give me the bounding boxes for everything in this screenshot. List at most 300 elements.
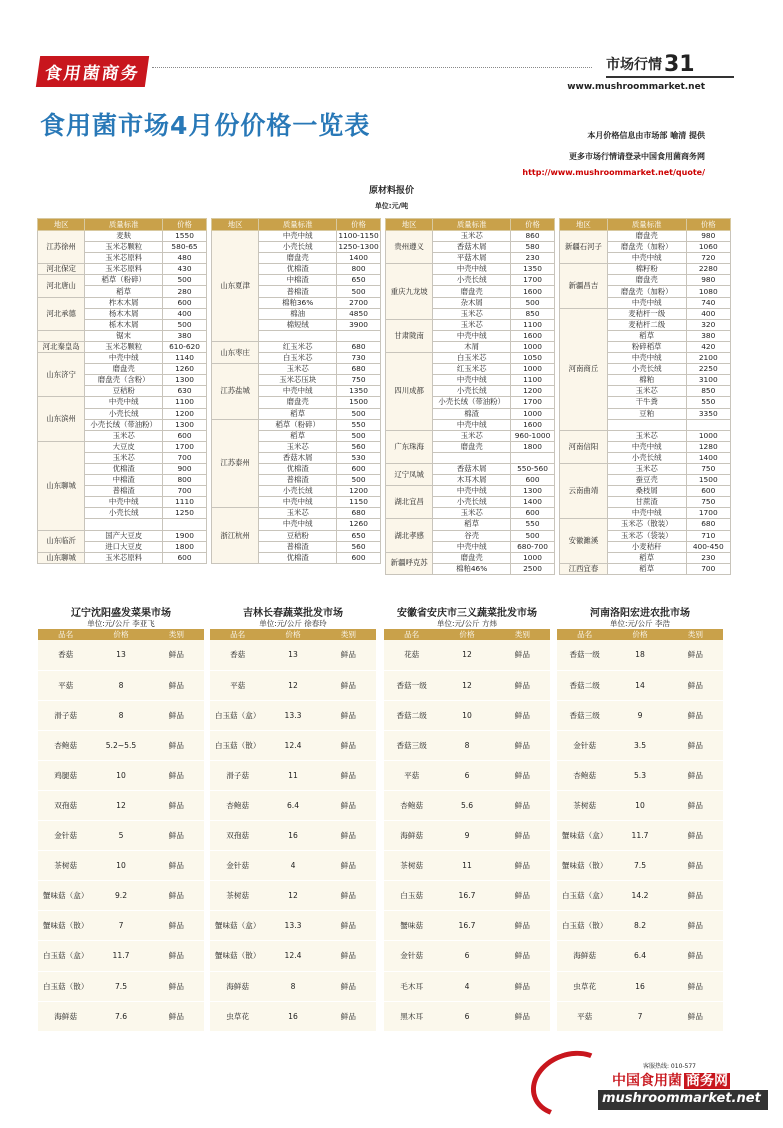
price-cell: 600 (511, 508, 555, 519)
product-cell: 虫草花 (210, 1001, 265, 1031)
grade-cell: 白玉米芯 (433, 353, 511, 364)
product-cell: 茶树菇 (384, 851, 439, 881)
region-cell: 山东济宁 (38, 353, 85, 397)
region-cell: 新疆石河子 (560, 231, 608, 264)
price-cell: 2700 (337, 297, 381, 308)
category-cell: 鲜品 (495, 700, 550, 730)
price-cell: 500 (163, 275, 207, 286)
product-cell: 香菇 (38, 640, 93, 670)
market-row (210, 730, 376, 760)
raw-header-cell: 地区 (560, 219, 608, 231)
grade-cell (85, 519, 163, 530)
price-cell: 13 (265, 640, 320, 670)
price-cell: 550 (511, 519, 555, 530)
market-row (384, 881, 550, 911)
grade-cell: 中壳中绒 (607, 353, 686, 364)
price-cell: 740 (686, 297, 730, 308)
price-cell: 1700 (511, 397, 555, 408)
product-cell: 蟹味菇（散） (38, 911, 93, 941)
grade-cell: 稻草（粉碎） (85, 275, 163, 286)
price-cell: 500 (337, 286, 381, 297)
price-cell: 720 (686, 253, 730, 264)
product-cell: 金针菇 (38, 821, 93, 851)
price-cell: 4850 (337, 308, 381, 319)
price-cell: 400 (686, 308, 730, 319)
price-cell: 380 (686, 330, 730, 341)
region-cell: 山东枣庄 (212, 341, 259, 363)
market-row (384, 821, 550, 851)
price-cell: 16 (265, 1001, 320, 1031)
price-cell: 11.7 (93, 941, 148, 971)
price-cell: 2250 (686, 364, 730, 375)
grade-cell (259, 330, 337, 341)
region-cell: 江苏盐城 (212, 364, 259, 419)
raw-unit: 单位:元/吨 (374, 202, 409, 210)
grade-cell: 中壳中绒 (433, 375, 511, 386)
region-cell: 山东临沂 (38, 530, 85, 552)
grade-cell: 磨盘壳 (607, 275, 686, 286)
raw-row (212, 364, 381, 375)
price-cell: 1140 (163, 353, 207, 364)
price-cell: 16 (612, 971, 667, 1001)
raw-header-cell: 价格 (337, 219, 381, 231)
price-cell: 420 (686, 341, 730, 352)
grade-cell: 玉米芯 (259, 508, 337, 519)
category-cell: 鲜品 (495, 790, 550, 820)
raw-row (38, 552, 207, 563)
grade-cell: 甘蔗渣 (607, 497, 686, 508)
price-cell (686, 419, 730, 430)
price-cell: 1200 (337, 486, 381, 497)
price-cell (163, 519, 207, 530)
price-cell: 9.2 (93, 881, 148, 911)
price-cell: 3100 (686, 375, 730, 386)
grade-cell: 磨盘壳 (433, 552, 511, 563)
market-row (210, 851, 376, 881)
market-row (384, 971, 550, 1001)
product-cell: 虫草花 (557, 971, 612, 1001)
price-cell: 8 (265, 971, 320, 1001)
price-cell: 1350 (337, 386, 381, 397)
region-cell: 安徽濉溪 (560, 519, 608, 563)
grade-cell: 棉粕 (607, 375, 686, 386)
price-cell: 2100 (686, 353, 730, 364)
price-cell: 600 (337, 463, 381, 474)
price-cell: 1500 (686, 475, 730, 486)
price-cell: 5 (93, 821, 148, 851)
product-cell: 蟹味菇 (384, 911, 439, 941)
grade-cell: 大豆皮 (85, 441, 163, 452)
grade-cell (433, 452, 511, 463)
category-cell: 鲜品 (668, 851, 723, 881)
market-unit: 单位:元/公斤 李浩 (610, 619, 670, 628)
price-cell: 12 (93, 790, 148, 820)
region-cell: 新疆呼克苏 (386, 552, 433, 574)
market-row (557, 790, 723, 820)
price-cell: 7 (612, 1001, 667, 1031)
category-cell: 鲜品 (668, 881, 723, 911)
price-cell: 680 (337, 364, 381, 375)
price-cell: 9 (612, 700, 667, 730)
market-row (384, 760, 550, 790)
grade-cell: 进口大豆皮 (85, 541, 163, 552)
grade-cell: 中壳中绒 (607, 441, 686, 452)
price-cell: 1700 (686, 508, 730, 519)
grade-cell: 玉米芯 (433, 231, 511, 242)
market-name: 安徽省安庆市三义蔬菜批发市场 (397, 608, 537, 619)
price-cell: 3900 (337, 319, 381, 330)
raw-header-row (386, 219, 555, 231)
price-cell: 480 (163, 253, 207, 264)
grade-cell: 玉米芯颗粒 (85, 341, 163, 352)
market-row (384, 730, 550, 760)
market-block (210, 604, 376, 1032)
price-cell: 500 (163, 319, 207, 330)
market-name: 吉林长春蔬菜批发市场 (243, 608, 343, 619)
region-cell: 新疆昌吉 (560, 264, 608, 308)
grade-cell: 麦秸杆二级 (607, 319, 686, 330)
category-cell: 鲜品 (321, 971, 376, 1001)
region-cell: 甘肃陇南 (386, 319, 433, 352)
product-cell: 白玉菇（盒） (557, 881, 612, 911)
raw-row (386, 231, 555, 242)
region-cell: 河南信阳 (560, 430, 608, 463)
category-cell: 鲜品 (321, 1001, 376, 1031)
market-row (384, 911, 550, 941)
grade-cell: 中壳中绒 (85, 353, 163, 364)
raw-row (560, 430, 731, 441)
product-cell: 金针菇 (557, 730, 612, 760)
price-cell: 700 (686, 563, 730, 574)
price-cell: 980 (686, 231, 730, 242)
price-cell: 700 (163, 452, 207, 463)
market-row (210, 640, 376, 670)
price-cell: 750 (686, 497, 730, 508)
price-cell: 1550 (163, 231, 207, 242)
grade-cell: 蚕豆壳 (607, 475, 686, 486)
price-cell: 650 (337, 275, 381, 286)
market-row (38, 941, 204, 971)
region-cell (38, 330, 85, 341)
market-table (210, 629, 376, 1032)
price-cell: 1050 (511, 353, 555, 364)
price-cell: 12 (439, 670, 494, 700)
category-cell: 鲜品 (321, 881, 376, 911)
region-cell: 云南曲靖 (560, 463, 608, 518)
grade-cell: 中壳中绒 (259, 386, 337, 397)
price-cell: 5.3 (612, 760, 667, 790)
grade-cell: 锯末 (85, 330, 163, 341)
raw-header-cell: 地区 (38, 219, 85, 231)
raw-header-cell: 价格 (511, 219, 555, 231)
price-cell: 500 (337, 475, 381, 486)
category-cell: 鲜品 (149, 760, 204, 790)
price-cell: 1280 (686, 441, 730, 452)
region-cell: 湖北宜昌 (386, 486, 433, 519)
product-cell: 杏鲍菇 (384, 790, 439, 820)
grade-cell: 小壳长绒 (433, 386, 511, 397)
grade-cell: 豆秸粉 (259, 530, 337, 541)
raw-header-row (38, 219, 207, 231)
grade-cell: 稻草（粉碎） (259, 419, 337, 430)
grade-cell: 柞木木屑 (85, 297, 163, 308)
market-name: 辽宁沈阳盛发菜果市场 (71, 608, 171, 619)
grade-cell: 香菇木屑 (259, 452, 337, 463)
product-cell: 滑子菇 (38, 700, 93, 730)
market-header-cell: 价格 (612, 629, 667, 640)
price-cell: 11 (265, 760, 320, 790)
price-cell: 4 (439, 971, 494, 1001)
price-cell: 550 (686, 397, 730, 408)
market-row (384, 670, 550, 700)
grade-cell: 玉米芯 (433, 430, 511, 441)
price-cell: 10 (93, 851, 148, 881)
product-cell: 平菇 (210, 670, 265, 700)
price-cell: 8 (439, 730, 494, 760)
price-cell: 12.4 (265, 730, 320, 760)
category-cell: 鲜品 (495, 670, 550, 700)
raw-header-cell: 质量标准 (85, 219, 163, 231)
category-cell: 鲜品 (321, 911, 376, 941)
market-block (38, 604, 204, 1032)
market-row (210, 700, 376, 730)
price-cell: 10 (612, 790, 667, 820)
price-cell: 630 (163, 386, 207, 397)
grade-cell: 小壳长绒 (85, 508, 163, 519)
grade-cell: 小壳长绒 (607, 452, 686, 463)
price-cell: 14 (612, 670, 667, 700)
grade-cell: 棉粕46% (433, 563, 511, 574)
category-cell: 鲜品 (495, 911, 550, 941)
market-row (210, 1001, 376, 1031)
price-cell: 3.5 (612, 730, 667, 760)
product-cell: 香菇一级 (557, 640, 612, 670)
price-cell: 1400 (337, 253, 381, 264)
price-cell: 7.5 (93, 971, 148, 1001)
grade-cell: 稻草 (259, 408, 337, 419)
raw-row (38, 264, 207, 275)
price-cell: 8.2 (612, 911, 667, 941)
grade-cell: 玉米芯原料 (85, 264, 163, 275)
price-cell: 1600 (511, 330, 555, 341)
grade-cell: 小壳长绒（带油粉） (433, 397, 511, 408)
product-cell: 双孢菇 (38, 790, 93, 820)
market-row (210, 911, 376, 941)
grade-cell: 玉米芯颗粒 (85, 242, 163, 253)
price-cell: 1150 (337, 497, 381, 508)
raw-header-cell: 地区 (212, 219, 259, 231)
price-cell: 980 (686, 275, 730, 286)
grade-cell: 优棉渣 (259, 552, 337, 563)
region-cell: 河北秦皇岛 (38, 341, 85, 352)
brand-cn-text: 中国食用菌 (612, 1073, 682, 1089)
price-cell: 12 (265, 670, 320, 700)
market-table (384, 629, 550, 1032)
grade-cell (607, 419, 686, 430)
market-header-cell: 品名 (384, 629, 439, 640)
raw-row (38, 397, 207, 408)
raw-header-row (560, 219, 731, 231)
market-row (384, 941, 550, 971)
price-cell: 12 (265, 881, 320, 911)
raw-row (38, 530, 207, 541)
price-cell: 230 (686, 552, 730, 563)
market-header-cell: 品名 (557, 629, 612, 640)
product-cell: 香菇二级 (557, 670, 612, 700)
price-cell: 16.7 (439, 881, 494, 911)
price-cell: 710 (686, 530, 730, 541)
category-cell: 鲜品 (668, 730, 723, 760)
grade-cell: 中壳中绒 (433, 486, 511, 497)
raw-header-cell: 质量标准 (259, 219, 337, 231)
price-cell: 10 (439, 700, 494, 730)
price-cell: 1000 (686, 430, 730, 441)
grade-cell: 玉米芯 (607, 386, 686, 397)
grade-cell: 中壳中绒 (259, 519, 337, 530)
grade-cell: 麦秸杆一级 (607, 308, 686, 319)
category-cell: 鲜品 (495, 1001, 550, 1031)
price-cell: 750 (686, 463, 730, 474)
price-cell: 2500 (511, 563, 555, 574)
price-cell: 7 (93, 911, 148, 941)
grade-cell: 栎木木屑 (85, 319, 163, 330)
raw-row (560, 231, 731, 242)
market-header-cell: 品名 (210, 629, 265, 640)
price-cell: 1250 (163, 508, 207, 519)
category-cell: 鲜品 (668, 790, 723, 820)
raw-row (212, 419, 381, 430)
market-header-cell: 价格 (93, 629, 148, 640)
market-row (210, 760, 376, 790)
price-cell: 1350 (511, 264, 555, 275)
market-header-row (38, 629, 204, 640)
category-cell: 鲜品 (668, 941, 723, 971)
grade-cell: 豆秸粉 (85, 386, 163, 397)
product-cell: 蟹味菇（盒） (210, 911, 265, 941)
page-number: 31 (664, 52, 695, 77)
product-cell: 鸡腿菇 (38, 760, 93, 790)
market-row (384, 700, 550, 730)
grade-cell: 玉米芯（散装） (607, 519, 686, 530)
price-cell: 1000 (511, 364, 555, 375)
market-header-cell: 类别 (321, 629, 376, 640)
region-cell: 山东夏津 (212, 231, 259, 342)
market-row (384, 1001, 550, 1031)
market-header-row (557, 629, 723, 640)
market-row (38, 790, 204, 820)
grade-cell: 中壳中绒 (85, 397, 163, 408)
grade-cell: 小壳长绒 (259, 486, 337, 497)
price-cell: 1000 (511, 552, 555, 563)
category-cell: 鲜品 (149, 971, 204, 1001)
category-cell: 鲜品 (149, 670, 204, 700)
product-cell: 香菇三级 (557, 700, 612, 730)
region-cell: 河北唐山 (38, 275, 85, 297)
price-cell: 700 (163, 486, 207, 497)
product-cell: 茶树菇 (210, 881, 265, 911)
price-cell: 1300 (511, 486, 555, 497)
price-cell: 500 (511, 297, 555, 308)
grade-cell: 玉米芯 (433, 508, 511, 519)
category-cell: 鲜品 (149, 700, 204, 730)
price-cell: 1700 (511, 275, 555, 286)
grade-cell: 稻草 (607, 563, 686, 574)
category-cell: 鲜品 (668, 670, 723, 700)
market-row (557, 911, 723, 941)
price-cell: 1000 (511, 408, 555, 419)
price-cell: 2280 (686, 264, 730, 275)
category-cell: 鲜品 (321, 670, 376, 700)
market-row (557, 1001, 723, 1031)
category-cell: 鲜品 (495, 821, 550, 851)
price-cell: 6.4 (265, 790, 320, 820)
region-cell: 山东滨州 (38, 397, 85, 441)
price-cell: 860 (511, 231, 555, 242)
header-rule (152, 67, 592, 68)
region-cell: 重庆九龙坡 (386, 264, 433, 319)
category-cell: 鲜品 (149, 1001, 204, 1031)
product-cell: 海鲜菇 (38, 1001, 93, 1031)
market-row (557, 700, 723, 730)
hotline: 客服热线: 010-577 (643, 1063, 696, 1070)
price-cell: 10 (93, 760, 148, 790)
price-cell: 600 (511, 475, 555, 486)
grade-cell: 香菇木屑 (433, 242, 511, 253)
grade-cell: 红玉米芯 (259, 341, 337, 352)
price-cell: 580 (511, 242, 555, 253)
quote-link[interactable]: http://www.mushroommarket.net/quote/ (522, 168, 705, 177)
product-cell: 平菇 (38, 670, 93, 700)
product-cell: 白玉菇 (384, 881, 439, 911)
raw-row (386, 463, 555, 474)
market-row (38, 911, 204, 941)
market-row (557, 670, 723, 700)
market-header-cell: 品名 (38, 629, 93, 640)
market-row (210, 941, 376, 971)
price-cell: 680 (337, 508, 381, 519)
product-cell: 杏鲍菇 (557, 760, 612, 790)
product-cell: 白玉菇（散） (210, 730, 265, 760)
grade-cell: 玉米芯原料 (85, 253, 163, 264)
grade-cell: 谷壳 (433, 530, 511, 541)
price-cell: 1400 (511, 497, 555, 508)
price-cell: 16.7 (439, 911, 494, 941)
raw-row (386, 486, 555, 497)
product-cell: 海鲜菇 (210, 971, 265, 1001)
product-cell: 香菇一级 (384, 670, 439, 700)
price-cell: 320 (686, 319, 730, 330)
grade-cell: 稻草 (433, 519, 511, 530)
price-cell: 1600 (511, 419, 555, 430)
region-cell: 河南商丘 (560, 308, 608, 430)
category-cell: 鲜品 (495, 730, 550, 760)
price-cell: 560 (337, 541, 381, 552)
market-row (210, 821, 376, 851)
grade-cell: 中棉渣 (259, 275, 337, 286)
raw-table-2 (211, 218, 381, 564)
category-cell: 鲜品 (149, 911, 204, 941)
market-row (384, 851, 550, 881)
market-row (557, 640, 723, 670)
price-cell: 500 (337, 430, 381, 441)
raw-row (560, 463, 731, 474)
grade-cell: 磨盘壳 (607, 231, 686, 242)
price-cell: 1800 (163, 541, 207, 552)
price-cell: 500 (337, 408, 381, 419)
region-cell: 湖北孝感 (386, 519, 433, 552)
grade-cell: 小麦秸秆 (607, 541, 686, 552)
grade-cell: 玉米芯 (433, 319, 511, 330)
